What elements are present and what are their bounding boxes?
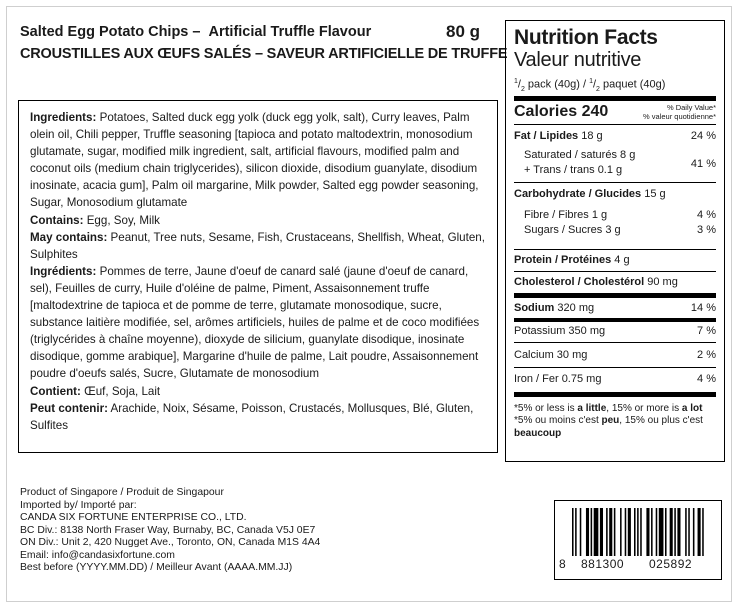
fat-pct: 24 % xyxy=(690,129,716,142)
iron-amount: 0.75 mg xyxy=(561,372,602,385)
daily-value-header xyxy=(643,103,716,121)
iron-pct: 4 % xyxy=(697,372,716,385)
cholesterol-amount: 90 mg xyxy=(647,275,678,288)
contains-fr-label: Contient: xyxy=(30,384,81,398)
footnote-en xyxy=(514,403,716,416)
fibre-pct: 4 % xyxy=(697,208,716,221)
potassium-pct: 7 % xyxy=(697,324,716,337)
contains-en-label: Contains: xyxy=(30,213,84,227)
footnote-en-bold2: a lot xyxy=(681,402,703,414)
sodium-row xyxy=(514,302,716,315)
product-title-en-flavour: Artificial Truffle Flavour xyxy=(208,24,372,40)
carb-row xyxy=(514,188,716,201)
sodium-amount: 320 mg xyxy=(557,301,595,314)
footnote-fr-bold1: peu xyxy=(601,415,620,427)
may-contain-fr xyxy=(30,400,487,434)
ingredients-fr-text: Pommes de terre, Jaune d'oeuf de canard salé (jaune d'oeuf de canard, sel), Feuilles de curry, Huile d'oléine de palme, Piment, Assaisonnement truffe [maltodextrine de tapioca et de pomme de terre, glutamate monosodique, sucre, substance laitière modifiée, sel, arômes artificiels, huiles de palme et de coco modifiées (triglycérides à chaîne moyenne), dioxyde de silicium, guanylate disodique, inosinate disodique, gomme arabique], Margarine d'huile de palme, Lait poudre, Assaisonnement poudre d'oeufs salés, Sucre, Glutamate de monosodium xyxy=(30,264,480,381)
serving-fraction-num: 1 xyxy=(514,78,518,85)
calcium-label: Calcium xyxy=(514,348,554,361)
divider-thick xyxy=(514,318,716,322)
fat-amount: 18 g xyxy=(581,129,603,142)
footnote-en-part1: *5% or less is xyxy=(514,402,578,414)
trans-amount: 0.1 g xyxy=(597,163,623,176)
protein-row xyxy=(514,254,716,267)
product-title-en xyxy=(20,24,371,40)
barcode-digits-right: 025892 xyxy=(649,557,693,571)
sugars-label: Sugars / Sucres xyxy=(524,223,603,236)
fibre-row xyxy=(514,209,716,222)
divider xyxy=(514,182,716,183)
carb-label: Carbohydrate / Glucides xyxy=(514,187,642,200)
may-contain-en-label: May contains: xyxy=(30,230,108,244)
carb-amount: 15 g xyxy=(644,187,666,200)
calcium-row xyxy=(514,349,716,362)
divider xyxy=(514,124,716,125)
contains-en-text: Egg, Soy, Milk xyxy=(86,213,160,227)
fat-label: Fat / Lipides xyxy=(514,129,579,142)
ingredients-box xyxy=(18,100,498,453)
footnote-en-part2: , 15% or more is xyxy=(606,402,682,414)
sodium-label: Sodium xyxy=(514,301,555,314)
net-weight: 80 g xyxy=(446,22,481,41)
ingredients-fr-label: Ingrédients: xyxy=(30,264,97,278)
bc-division-address: BC Div.: 8138 North Fraser Way, Burnaby, BC, Canada V5J 0E7 xyxy=(20,524,316,536)
sodium-pct: 14 % xyxy=(690,301,716,314)
divider-thick xyxy=(514,293,716,298)
ingredients-en-text: Potatoes, Salted duck egg yolk (duck egg yolk, salt), Curry leaves, Palm olein oil, Chili pepper, Truffle seasoning [tapioca and potato maltodextrin, monosodium glutamate, sugar, modified milk ingredient, salt, artificial flavours, modified palm and coconut oils (medium chain triglycerides), silicon dioxide, disodium guanylate, disodium inosinate, acacia gum], Palm oil margarine, Milk powder, Salted egg powder seasoning, Sugar, Monosodium glutamate xyxy=(30,111,479,210)
calcium-amount: 30 mg xyxy=(556,348,588,361)
ingredients-en-label: Ingredients: xyxy=(30,111,97,124)
contains-fr xyxy=(30,383,487,400)
footnote-en-bold1: a little xyxy=(577,402,607,414)
potassium-row xyxy=(514,325,716,338)
origin-text: Product of Singapore / Produit de Singapour xyxy=(20,487,224,498)
importer-info xyxy=(20,487,320,575)
barcode-digit-first: 8 xyxy=(559,557,567,571)
fibre-amount: 1 g xyxy=(591,208,608,221)
cholesterol-label: Cholesterol / Cholestérol xyxy=(514,275,645,288)
fibre-label: Fibre / Fibres xyxy=(524,208,589,221)
saturated-row xyxy=(514,149,716,162)
contains-fr-text: Œuf, Soja, Lait xyxy=(84,384,161,398)
serving-fraction-den-fr: 2 xyxy=(596,85,600,93)
email-text: Email: info@candasixfortune.com xyxy=(20,549,175,561)
contains-en xyxy=(30,212,487,229)
product-title-en-main: Salted Egg Potato Chips – xyxy=(20,24,201,40)
may-contain-en-text: Peanut, Tree nuts, Sesame, Fish, Crustaceans, Shellfish, Wheat, Gluten, Sulphites xyxy=(30,230,485,261)
dv-header-fr: % valeur quotidienne* xyxy=(643,111,716,121)
calories-row xyxy=(514,101,716,124)
best-before-text: Best before (YYYY.MM.DD) / Meilleur Avant (AAAA.MM.JJ) xyxy=(20,562,293,573)
iron-label: Iron / Fer xyxy=(514,372,559,385)
sat-trans-pct: 41 % xyxy=(690,157,716,170)
footnote-fr-part1: *5% ou moins c'est xyxy=(514,415,602,427)
may-contain-fr-label: Peut contenir: xyxy=(30,401,108,415)
footnote-fr xyxy=(514,415,716,440)
sugars-pct: 3 % xyxy=(697,223,716,236)
divider xyxy=(514,342,716,343)
potassium-amount: 350 mg xyxy=(568,324,606,337)
saturated-amount: 8 g xyxy=(620,148,636,161)
divider xyxy=(514,367,716,368)
divider xyxy=(514,249,716,250)
calcium-pct: 2 % xyxy=(697,348,716,361)
fat-row xyxy=(514,130,716,143)
on-division-address: ON Div.: Unit 2, 420 Nugget Ave., Toronto, ON, Canada M1S 4A4 xyxy=(20,537,321,548)
serving-fraction-num-fr: 1 xyxy=(589,78,593,85)
trans-label: + Trans / trans xyxy=(524,163,595,176)
nutrition-facts-table xyxy=(505,20,725,462)
ingredients-en xyxy=(30,109,487,212)
footnote-fr-part2: , 15% ou plus c'est xyxy=(619,415,703,427)
nutrition-title-en: Nutrition Facts xyxy=(514,26,658,49)
trans-row xyxy=(514,157,716,177)
barcode xyxy=(554,500,722,580)
nutrition-title-fr: Valeur nutritive xyxy=(514,49,642,71)
divider-thick xyxy=(514,392,716,397)
potassium-label: Potassium xyxy=(514,324,566,337)
barcode-digits-left: 881300 xyxy=(581,557,625,571)
iron-row xyxy=(514,373,716,386)
serving-size xyxy=(514,78,716,93)
footnote-fr-bold2: beaucoup xyxy=(514,427,562,439)
company-name: CANDA SIX FORTUNE ENTERPRISE CO., LTD. xyxy=(20,512,247,523)
cholesterol-row xyxy=(514,276,716,289)
calories-value: Calories 240 xyxy=(514,102,609,120)
sugars-row xyxy=(514,224,716,237)
serving-fraction-den: 2 xyxy=(520,85,525,93)
divider xyxy=(514,271,716,272)
imported-by-text: Imported by/ Importé par: xyxy=(20,499,137,511)
serving-fraction-slash-fr: / xyxy=(592,78,597,91)
protein-amount: 4 g xyxy=(614,253,630,266)
serving-text-en: pack (40g) / xyxy=(524,78,590,91)
barcode-digits xyxy=(559,557,692,571)
serving-text-fr: paquet (40g) xyxy=(599,78,666,91)
may-contain-fr-text: Arachide, Noix, Sésame, Poisson, Crustacés, Mollusques, Blé, Gluten, Sulfites xyxy=(30,401,474,432)
footnote xyxy=(514,403,716,441)
protein-label: Protein / Protéines xyxy=(514,253,612,266)
saturated-label: Saturated / saturés xyxy=(524,148,617,161)
may-contain-en xyxy=(30,229,487,263)
sugars-amount: 3 g xyxy=(605,223,621,236)
serving-fraction-slash: / xyxy=(517,78,521,91)
ingredients-fr xyxy=(30,263,487,383)
product-title-fr: CROUSTILLES AUX ŒUFS SALÉS – SAVEUR ARTIFICIELLE DE TRUFFE xyxy=(20,46,508,62)
dv-header-en: % Daily Value* xyxy=(666,102,716,112)
